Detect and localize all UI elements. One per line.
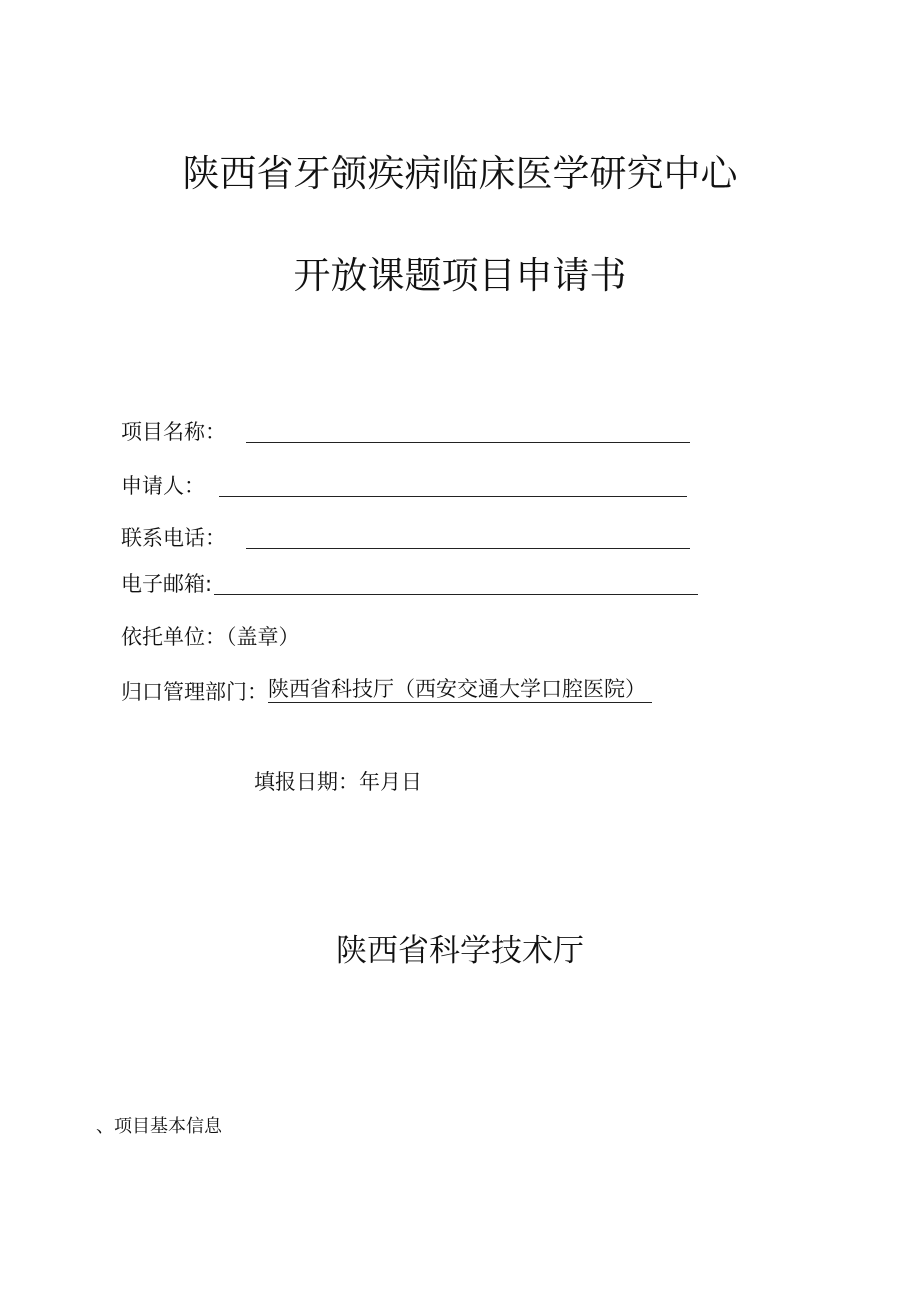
email-blank[interactable]: [214, 575, 698, 595]
unit-row: [121, 627, 300, 648]
department-row: [121, 679, 652, 703]
phone-label: 联系电话：: [121, 526, 226, 550]
fill-date: 填报日期：年月日: [254, 770, 422, 794]
issuing-authority: 陕西省科学技术厅: [336, 933, 584, 969]
applicant-row: [121, 476, 687, 497]
email-label: 电子邮箱:: [121, 572, 213, 596]
project-name-row: [121, 422, 690, 443]
document-title-line1: 陕西省牙颌疾病临床医学研究中心: [182, 152, 738, 195]
project-name-label: 项目名称：: [121, 420, 226, 444]
applicant-label: 申请人：: [121, 474, 205, 498]
section-heading: 、项目基本信息: [96, 1116, 222, 1137]
email-row: [121, 574, 698, 595]
unit-label: 依托单位：（盖章）: [121, 625, 300, 649]
applicant-blank[interactable]: [219, 477, 687, 497]
phone-blank[interactable]: [246, 529, 690, 549]
phone-row: [121, 528, 690, 549]
project-name-blank[interactable]: [246, 423, 690, 443]
department-value: 陕西省科技厅（西安交通大学口腔医院）: [268, 679, 652, 703]
document-title-line2: 开放课题项目申请书: [293, 254, 627, 297]
department-label: 归口管理部门：: [121, 680, 268, 704]
